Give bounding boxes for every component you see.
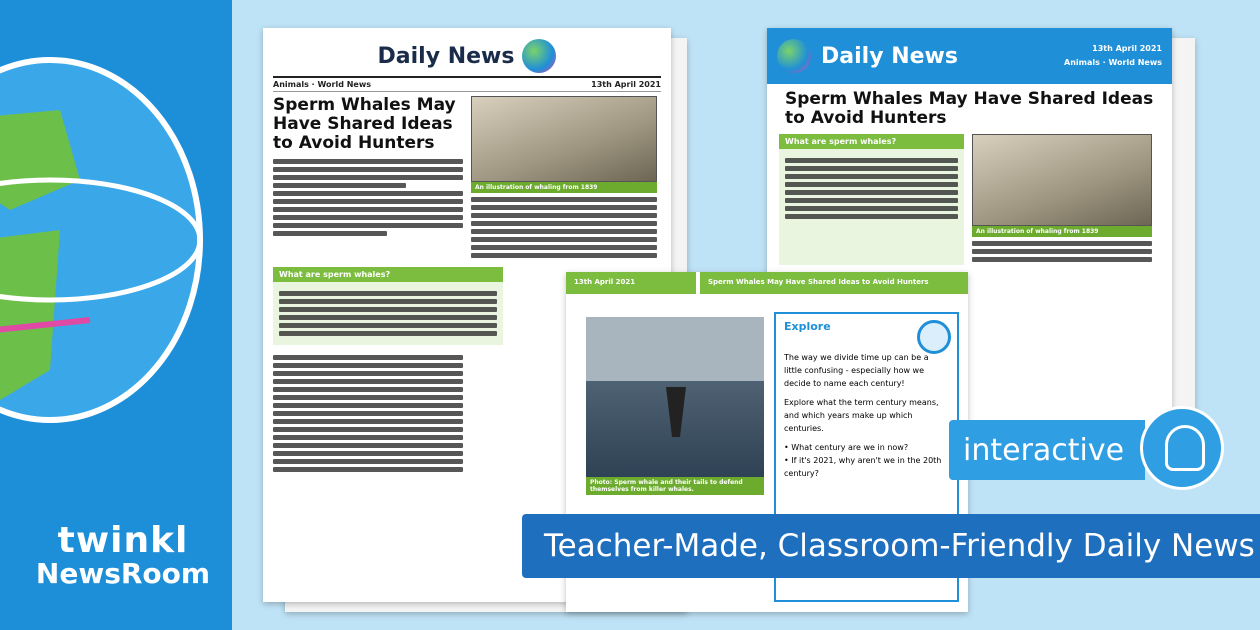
masthead-banner (767, 28, 1172, 84)
photo-caption: An illustration of whaling from 1839 (471, 182, 657, 193)
tag-animals: Animals (1064, 58, 1100, 67)
explore-title: Explore (784, 320, 831, 333)
explore-box: Explore The way we divide time up can be a little confusing - especially how we decide to name each century! Explore what the term century means, and which years make up which centuries. • What century are we in now? • If it's 2021, why aren't we in the 20th century? (774, 312, 959, 602)
touch-hand-icon (1165, 425, 1205, 471)
tagline-text: Teacher-Made, Classroom-Friendly Daily News (544, 528, 1255, 564)
date-block: 13th April 2021 Animals · World News (1064, 44, 1162, 67)
explore-text: The way we divide time up can be a little confusing - especially how we decide to name each century! (784, 353, 929, 388)
explore-text-2: Explore what the term century means, and which years make up which centuries. (784, 398, 939, 433)
brand-line2: NewsRoom (35, 557, 211, 590)
photo-caption: Photo: Sperm whale and their tails to defend themselves from killer whales. (586, 477, 764, 495)
info-box-title: What are sperm whales? (273, 267, 503, 282)
whale-tail-photo (586, 317, 764, 477)
date: 13th April 2021 (566, 272, 696, 294)
info-box-title: What are sperm whales? (779, 134, 964, 149)
masthead (273, 36, 661, 76)
explore-icon (917, 320, 951, 354)
question-2: If it's 2021, why aren't we in the 20th century? (784, 456, 942, 478)
globe-logo-icon (522, 39, 556, 73)
interactive-label: interactive (963, 432, 1125, 468)
question-1: What century are we in now? (791, 443, 909, 452)
brand-panel (0, 0, 232, 630)
info-box (779, 134, 964, 265)
interactive-badge (949, 420, 1145, 480)
sheet-header-title: Sperm Whales May Have Shared Ideas to Avoid Hunters (700, 272, 968, 294)
whaling-illustration (972, 134, 1152, 226)
brand-line1: twinkl (57, 520, 189, 561)
masthead-title: Daily News (821, 43, 958, 69)
whaling-illustration (471, 96, 657, 182)
headline: Sperm Whales May Have Shared Ideas to Avoid Hunters (785, 89, 1154, 128)
globe-logo-icon (777, 39, 811, 73)
touch-icon-bubble (1140, 406, 1224, 490)
headline: Sperm Whales May Have Shared Ideas to Avoid Hunters (273, 95, 456, 153)
whale-tail (666, 387, 686, 437)
tag-world: World News (317, 80, 371, 89)
masthead-title: Daily News (377, 43, 515, 69)
date: 13th April 2021 (1092, 44, 1162, 53)
photo-caption: An illustration of whaling from 1839 (972, 226, 1152, 237)
tag-world: World News (1108, 58, 1162, 67)
tag-animals: Animals (273, 80, 309, 89)
globe-illustration (0, 40, 210, 440)
info-box (273, 267, 503, 345)
tagline-banner (522, 514, 1260, 578)
meta-bar: Animals · World News 13th April 2021 (273, 76, 661, 92)
twinkl-newsroom-logo (28, 520, 218, 590)
date: 13th April 2021 (591, 80, 661, 89)
sheet-header (566, 272, 968, 294)
